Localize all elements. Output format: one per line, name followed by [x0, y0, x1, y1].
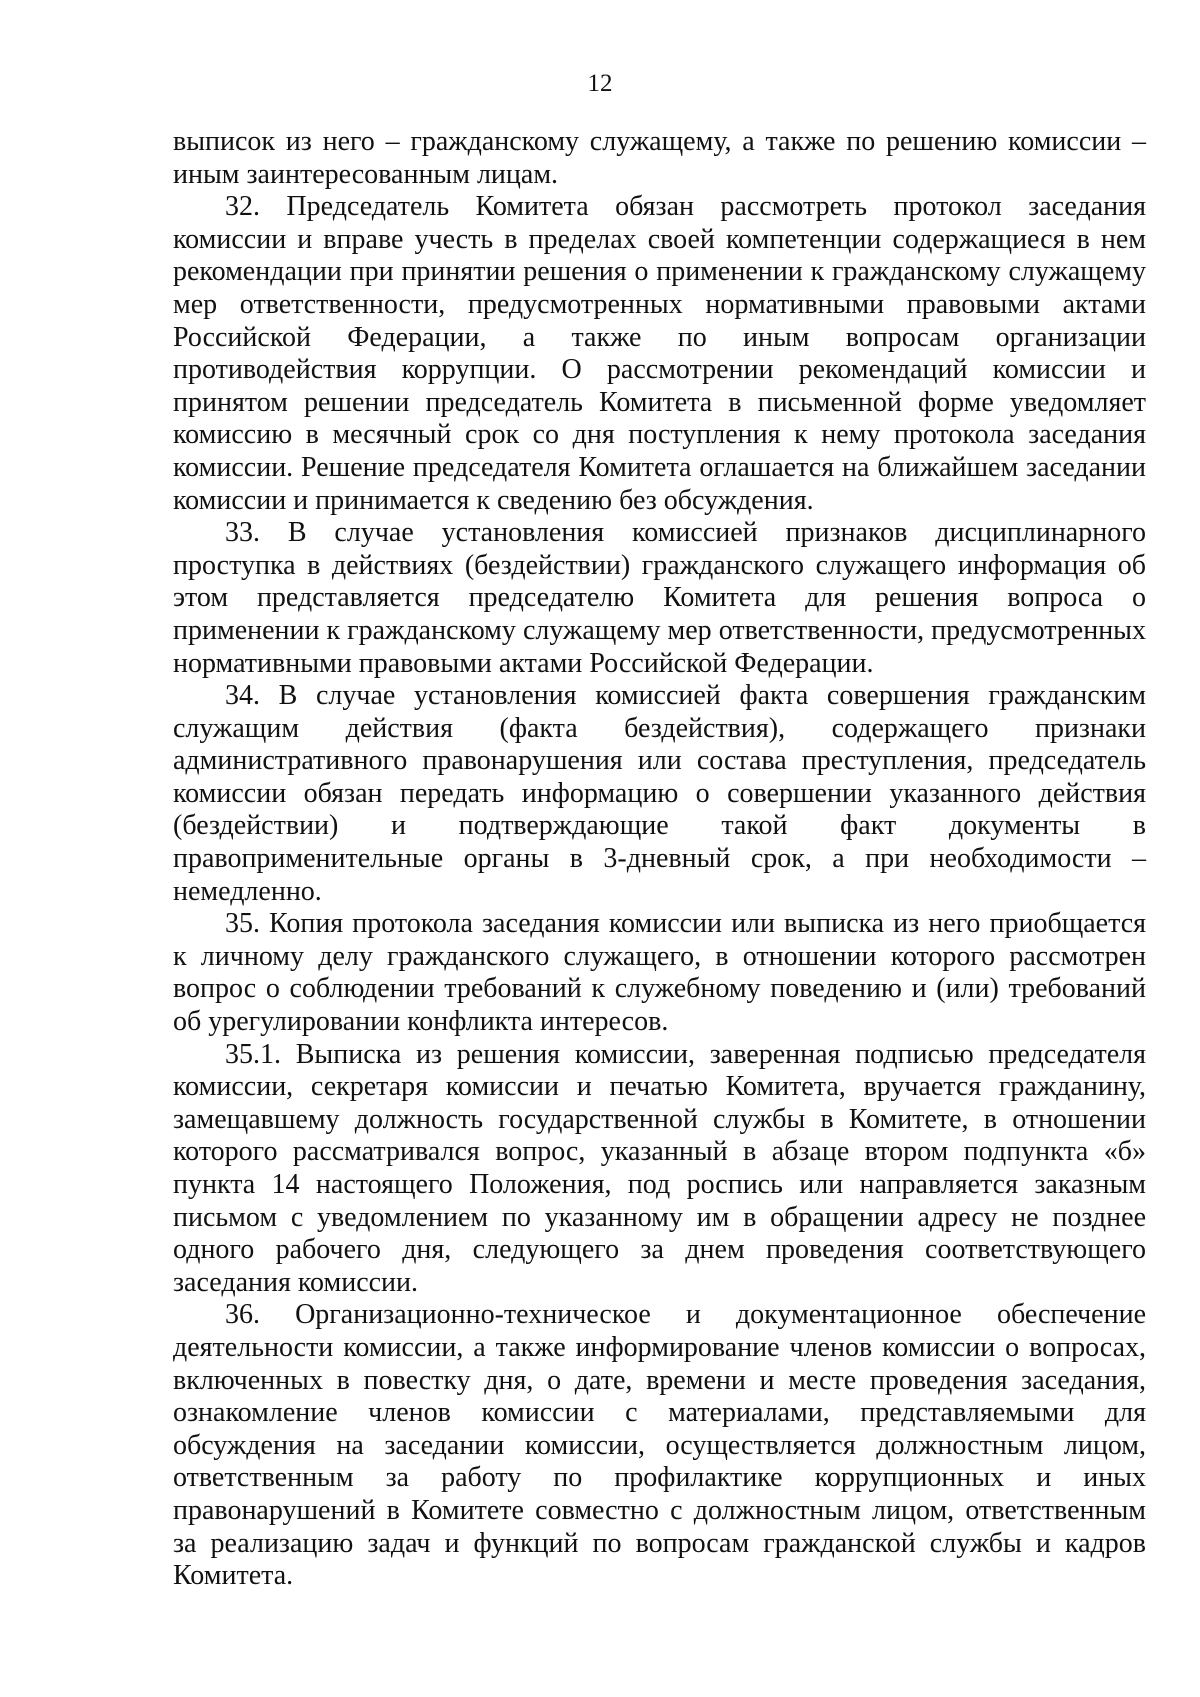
paragraph-continuation: выписок из него – гражданскому служащему, а также по решению комиссии – иным заинтересованным лицам.	[173, 126, 1146, 190]
paragraph-32: 32. Председатель Комитета обязан рассмотреть протокол заседания комиссии и вправе учесть в пределах своей компетенции содержащиеся в нем рекомендации при принятии решения о применении к гражданскому служащему мер ответственности, предусмотренных нормативными правовыми актами Российской Федерации, а также по иным вопросам организации противодействия коррупции. О рассмотрении рекомендаций комиссии и принятом решении председатель Комитета в письменной форме уведомляет комиссию в месячный срок со дня поступления к нему протокола заседания комиссии. Решение председателя Комитета оглашается на ближайшем заседании комиссии и принимается к сведению без обсуждения.	[173, 191, 1146, 516]
paragraph-36: 36. Организационно-техническое и документационное обеспечение деятельности комиссии, а также информирование членов комиссии о вопросах, включенных в повестку дня, о дате, времени и месте проведения заседания, ознакомление членов комиссии с материалами, представляемыми для обсуждения на заседании комиссии, осуществляется должностным лицом, ответственным за работу по профилактике коррупционных и иных правонарушений в Комитете совместно с должностным лицом, ответственным за реализацию задач и функций по вопросам гражданской службы и кадров Комитета.	[173, 1299, 1146, 1592]
page-number: 12	[587, 70, 613, 97]
paragraph-35: 35. Копия протокола заседания комиссии или выписка из него приобщается к личному делу гражданского служащего, в отношении которого рассмотрен вопрос о соблюдении требований к служебному поведению и (или) требований об урегулировании конфликта интересов.	[173, 908, 1146, 1038]
paragraph-35-1: 35.1. Выписка из решения комиссии, заверенная подписью председателя комиссии, секретаря комиссии и печатью Комитета, вручается гражданину, замещавшему должность государственной службы в Комитете, в отношении которого рассматривался вопрос, указанный в абзаце втором подпункта «б» пункта 14 настоящего Положения, под роспись или направляется заказным письмом с уведомлением по указанному им в обращении адресу не позднее одного рабочего дня, следующего за днем проведения соответствующего заседания комиссии.	[173, 1038, 1146, 1298]
paragraph-33: 33. В случае установления комиссией признаков дисциплинарного проступка в действиях (бездействии) гражданского служащего информация об этом представляется председателю Комитета для решения вопроса о применении к гражданскому служащему мер ответственности, предусмотренных нормативными правовыми актами Российской Федерации.	[173, 517, 1146, 679]
document-body	[173, 126, 1146, 1593]
paragraph-34: 34. В случае установления комиссией факта совершения гражданским служащим действия (факта бездействия), содержащего признаки административного правонарушения или состава преступления, председатель комиссии обязан передать информацию о совершении указанного действия (бездействии) и подтверждающие такой факт документы в правоприменительные органы в 3-дневный срок, а при необходимости – немедленно.	[173, 680, 1146, 907]
